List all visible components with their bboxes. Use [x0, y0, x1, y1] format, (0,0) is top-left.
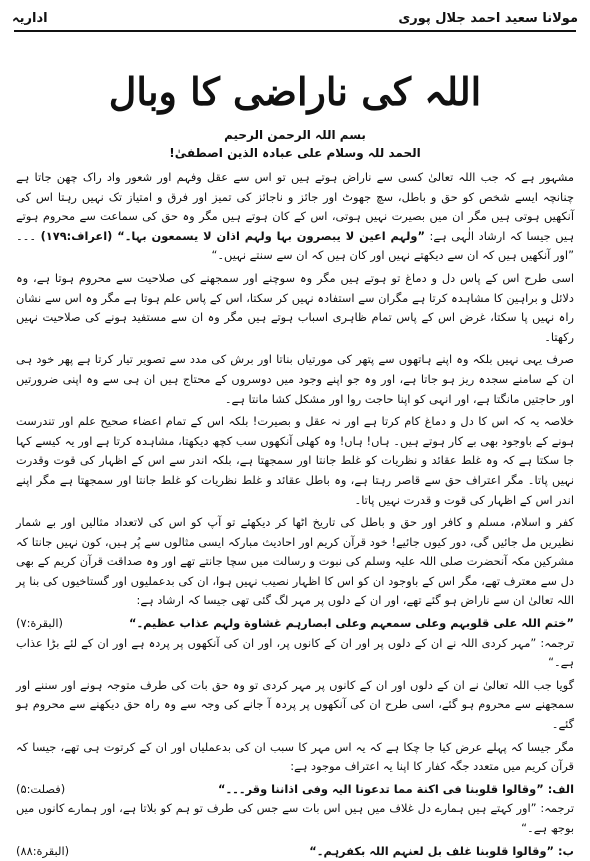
- ayah-item-a: [16, 780, 574, 800]
- ayah-text: ”ختم اللہ علی قلوبہم وعلی سمعہم وعلی ابصارہم غشاوة ولہم عذاب عظیم۔“: [128, 616, 574, 631]
- translation-2: ترجمہ: ”اور کہتے ہیں ہمارے دل غلاف میں ہیں اس بات سے جس کی طرف تو ہم کو بلاتا ہے، اور ہمارے کانوں میں بوجھ ہے۔“: [16, 801, 574, 835]
- item-a-label: الف:: [547, 781, 574, 796]
- paragraph-1: [16, 168, 574, 266]
- paragraph-7: مگر جیسا کہ پہلے عرض کیا جا چکا ہے کہ یہ اس مہر کا سبب ان کی بدعملیاں اور ان کے کرتوت ہی تھے، جیسا کہ قرآن کریم میں متعدد جگہ کفار کا اپنا یہ اعتراف موجود ہے:: [16, 739, 574, 774]
- article-body: [16, 168, 574, 861]
- paragraph-2: اسی طرح اس کے پاس دل و دماغ تو ہوتے ہیں مگر وہ سوچنے اور سمجھنے کی صلاحیت سے محروم ہوتا ہے، وہ دلائل و براہین کا مشاہدہ کرتا ہے مگران سے استفادہ نہیں کر سکتا، اس کے پاس علم ہوتا ہے مگر وہ اس سے نشان راہ نہیں پا سکتا، غرض اس کے پاس تمام ظاہری اسباب ہوتے ہیں مگر وہ ان سے مستفید ہونے کی صلاحیت نہیں رکھتا۔: [16, 270, 574, 344]
- author-name: مولانا سعید احمد جلال پوری: [398, 10, 578, 26]
- ayah-baqarah-7: [16, 614, 574, 634]
- item-b-label: ب:: [557, 843, 574, 858]
- paragraph-1-end: ۔۔۔ ”اور آنکھیں ہیں کہ ان سے دیکھتے نہیں اور کان ہیں کہ ان سے سنتے نہیں۔“: [16, 228, 574, 263]
- section-label: اداریہ: [12, 10, 48, 26]
- page-title: اللہ کی ناراضی کا وبال: [108, 69, 482, 114]
- paragraph-3: صرف یہی نہیں بلکہ وہ اپنے ہاتھوں سے پتھر کی مورتیاں بناتا اور برش کی مدد سے تصویر تیار کرتا ہے پھر خود ہی ان کے سامنے سجدہ ریز ہو جاتا ہے، اور وہ جو اپنے وجود میں دوسروں کے محتاج ہیں ان ہی سے وہ اپنی ضرورتیں اور حاجتیں مانگتا ہے، اور انہی کو اپنا حاجت روا اور مشکل کشا مانتا ہے۔: [16, 352, 574, 406]
- item-b-reference: (البقرة:۸۸): [16, 843, 70, 858]
- ayah-reference: (البقرة:۷): [16, 616, 63, 631]
- basmala: بسم اللہ الرحمن الرحیم: [224, 128, 366, 142]
- ayah-item-b: [16, 842, 574, 861]
- item-b-text: ”وقالوا قلوبنا غلف بل لعنہم اللہ بکفرہم۔“: [309, 843, 555, 858]
- paragraph-5: کفر و اسلام، مسلم و کافر اور حق و باطل کی تاریخ اٹھا کر دیکھئے تو آپ کو اس کی لاتعداد مثالیں اور بے شمار نظیریں مل جائیں گی، دور کیوں جائیے! خود قرآن کریم اور احادیث مبارکہ ایسی مثالوں سے پُر ہیں، کون نہیں جانتا کہ مشرکین مکہ آنحضرت صلی اللہ علیہ وسلم کی نبوت و رسالت میں سچا جانتے تھے اور وہ صداقت قرآن کریم کے بھی دل سے معترف تھے، مگر اس کے باوجود ان کو اس کا اظہار نصیب نہیں ہوا، ان کی بدعملیوں اور گستاخیوں کی بنا پر اللہ تعالیٰ ان سے ناراض ہو گئے تھے، اور ان کے دلوں پر مہر لگ گئی تھی جیسا کہ ارشاد ہے:: [16, 515, 574, 608]
- hamd-line: الحمد للہ وسلام علی عبادہ الذین اصطفیٰ!: [169, 146, 421, 160]
- paragraph-4: خلاصہ یہ کہ اس کا دل و دماغ کام کرتا ہے اور نہ عقل و بصیرت! بلکہ اس کے تمام اعضاء صحیح علم اور تندرست ہونے کے باوجود بھی بے کار ہوتے ہیں۔ ہاں! ہاں! وہ کھلی آنکھوں سب کچھ دیکھتا، مشاہدہ کرتا ہے اور یہ کیسے کہا جا سکتا ہے کہ وہ غلط عقائد و نظریات کو غلط جانتا اور سمجھتا ہے، بلکہ اندر سے اس کے اظہار کی قوت وقدرت نہیں پاتا۔ مگر اعتراف حق سے قاصر رہتا ہے، وہ باطل عقائد و غلط نظریات کو غلط جانتا اور سمجھتا ہے مگر اپنے اندر اس کے اظہار کی قوت و قدرت نہیں پاتا۔: [16, 414, 574, 507]
- item-a-text: ”وقالوا قلوبنا فی اکنة مما تدعونا الیہ وفی اذاننا وقر۔۔۔“: [218, 781, 544, 796]
- paragraph-1-text: مشہور ہے کہ جب اللہ تعالیٰ کسی سے ناراض ہوتے ہیں تو اس سے عقل وفہم اور شعور واد راک چھن جاتا ہے چنانچہ ایسے شخص کو حق و باطل، سچ جھوٹ اور جائز و ناجائز کی تمیز اور فرق و امتیاز تک نہیں رہتا اس کی آنکھیں ہوتی ہیں مگر ان میں بصیرت نہیں ہوتی، اس کے کان ہوتے ہیں مگر وہ حق کی سماعت سے محروم ہوتے ہیں جیسا کہ ارشاد الٰہی ہے:: [16, 170, 574, 243]
- header-rule: [14, 30, 576, 32]
- translation-1: ترجمہ: ”مہر کردی اللہ نے ان کے دلوں پر اور ان کے کانوں پر، اور ان کی آنکھوں پر پردہ ہے اور ان کے لئے بڑا عذاب ہے۔“: [16, 635, 574, 670]
- quote-araf: ”ولہم اعین لا یبصرون بہا ولہم اذان لا یسمعون بہا۔“ (اعراف:۱۷۹): [40, 228, 425, 243]
- page-header: [12, 6, 578, 30]
- item-a-reference: (فصلت:۵): [16, 781, 66, 796]
- paragraph-6: گویا جب اللہ تعالیٰ نے ان کے دلوں اور ان کے کانوں پر مہر کردی تو وہ حق بات کی طرف متوجہ ہونے اور سننے اور سمجھنے سے محروم ہو گئے، اسی طرح ان کی آنکھوں پر پردہ آ جانے کی وجہ سے وہ راہ حق دیکھنے سے محروم ہو گئے۔: [16, 677, 574, 732]
